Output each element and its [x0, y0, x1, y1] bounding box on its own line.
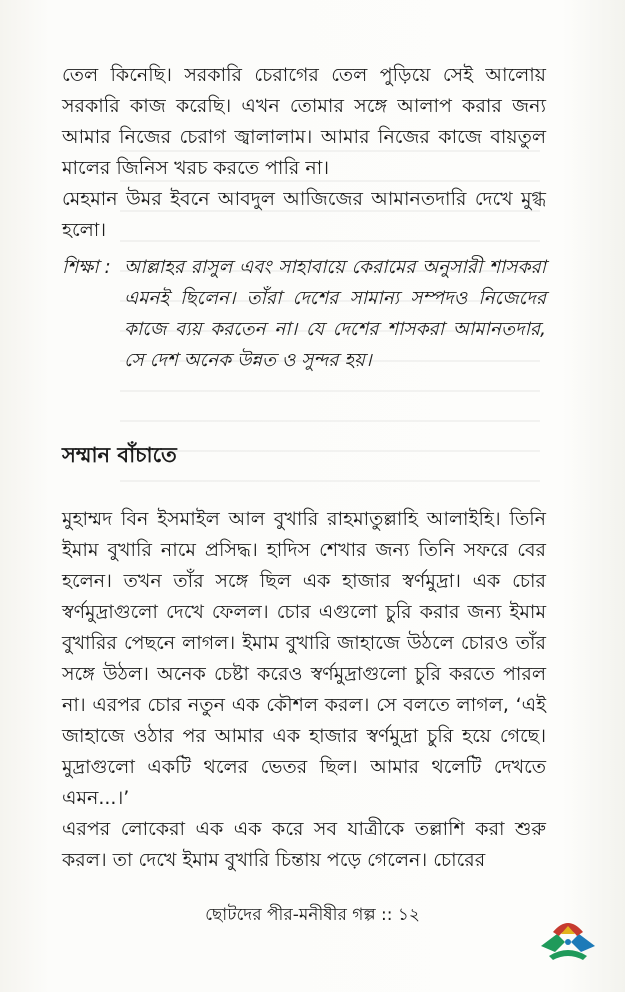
- logo-blue-wing: [571, 934, 595, 952]
- publisher-logo-icon: [537, 912, 599, 962]
- paragraph-guest-impressed: মেহমান উমর ইবনে আবদুল আজিজের আমানতদারি দেখে মুগ্ধ হলো।: [62, 188, 546, 241]
- page-footer: ছোটদের পীর-মনীষীর গল্প :: ১২: [205, 905, 420, 925]
- lesson-block: [62, 252, 546, 376]
- section-title: সম্মান বাঁচাতে: [62, 443, 177, 467]
- story-paragraph-2: এরপর লোকেরা এক এক করে সব যাত্রীকে তল্লাশি করা শুরু করল। তা দেখে ইমাম বুখারি চিন্তায় পড়ে গেলেন। চোরের: [62, 818, 546, 871]
- lesson-label: শিক্ষা :: [62, 257, 111, 278]
- logo-green-wing: [541, 934, 565, 952]
- story-paragraph-1: মুহাম্মদ বিন ইসমাইল আল বুখারি রাহমাতুল্লাহি আলাইহি। তিনি ইমাম বুখারি নামে প্রসিদ্ধ। হাদিস শেখার জন্য তিনি সফরে বের হলেন। তখন তাঁর সঙ্গে ছিল এক হাজার স্বর্ণমুদ্রা। এক চোর স্বর্ণমুদ্রাগুলো দেখে ফেলল। চোর এগুলো চুরি করার জন্য ইমাম বুখারির পেছনে লাগল। ইমাম বুখারি জাহাজে উঠলে চোরও তাঁর সঙ্গে উঠল। অনেক চেষ্টা করেও স্বর্ণমুদ্রাগুলো চুরি করতে পারল না। এরপর চোর নতুন এক কৌশল করল। সে বলতে লাগল, ‘এই জাহাজে ওঠার পর আমার এক হাজার স্বর্ণমুদ্রা চুরি হয়ে গেছে। মুদ্রাগুলো একটি থলের ভেতর ছিল। আমার থলেটি দেখতে এমন...।’: [62, 508, 546, 809]
- lesson-text: আল্লাহর রাসুল এবং সাহাবায়ে কেরামের অনুসারী শাসকরা এমনই ছিলেন। তাঁরা দেশের সামান্য সম্পদও নিজেদের কাজে ব্যয় করতেন না। যে দেশের শাসকরা আমানতদার, সে দেশ অনেক উন্নত ও সুন্দর হয়।: [124, 257, 546, 371]
- page-content: [62, 60, 546, 876]
- story-body: [62, 504, 546, 876]
- logo-dot: [565, 939, 571, 945]
- paragraph-ending: তেল কিনেছি। সরকারি চেরাগের তেল পুড়িয়ে সেই আলোয় সরকারি কাজ করেছি। এখন তোমার সঙ্গে আলাপ করার জন্য আমার নিজের চেরাগ জ্বালালাম। আমার নিজের কাজে বায়তুল মালের জিনিস খরচ করতে পারি না।: [62, 64, 546, 179]
